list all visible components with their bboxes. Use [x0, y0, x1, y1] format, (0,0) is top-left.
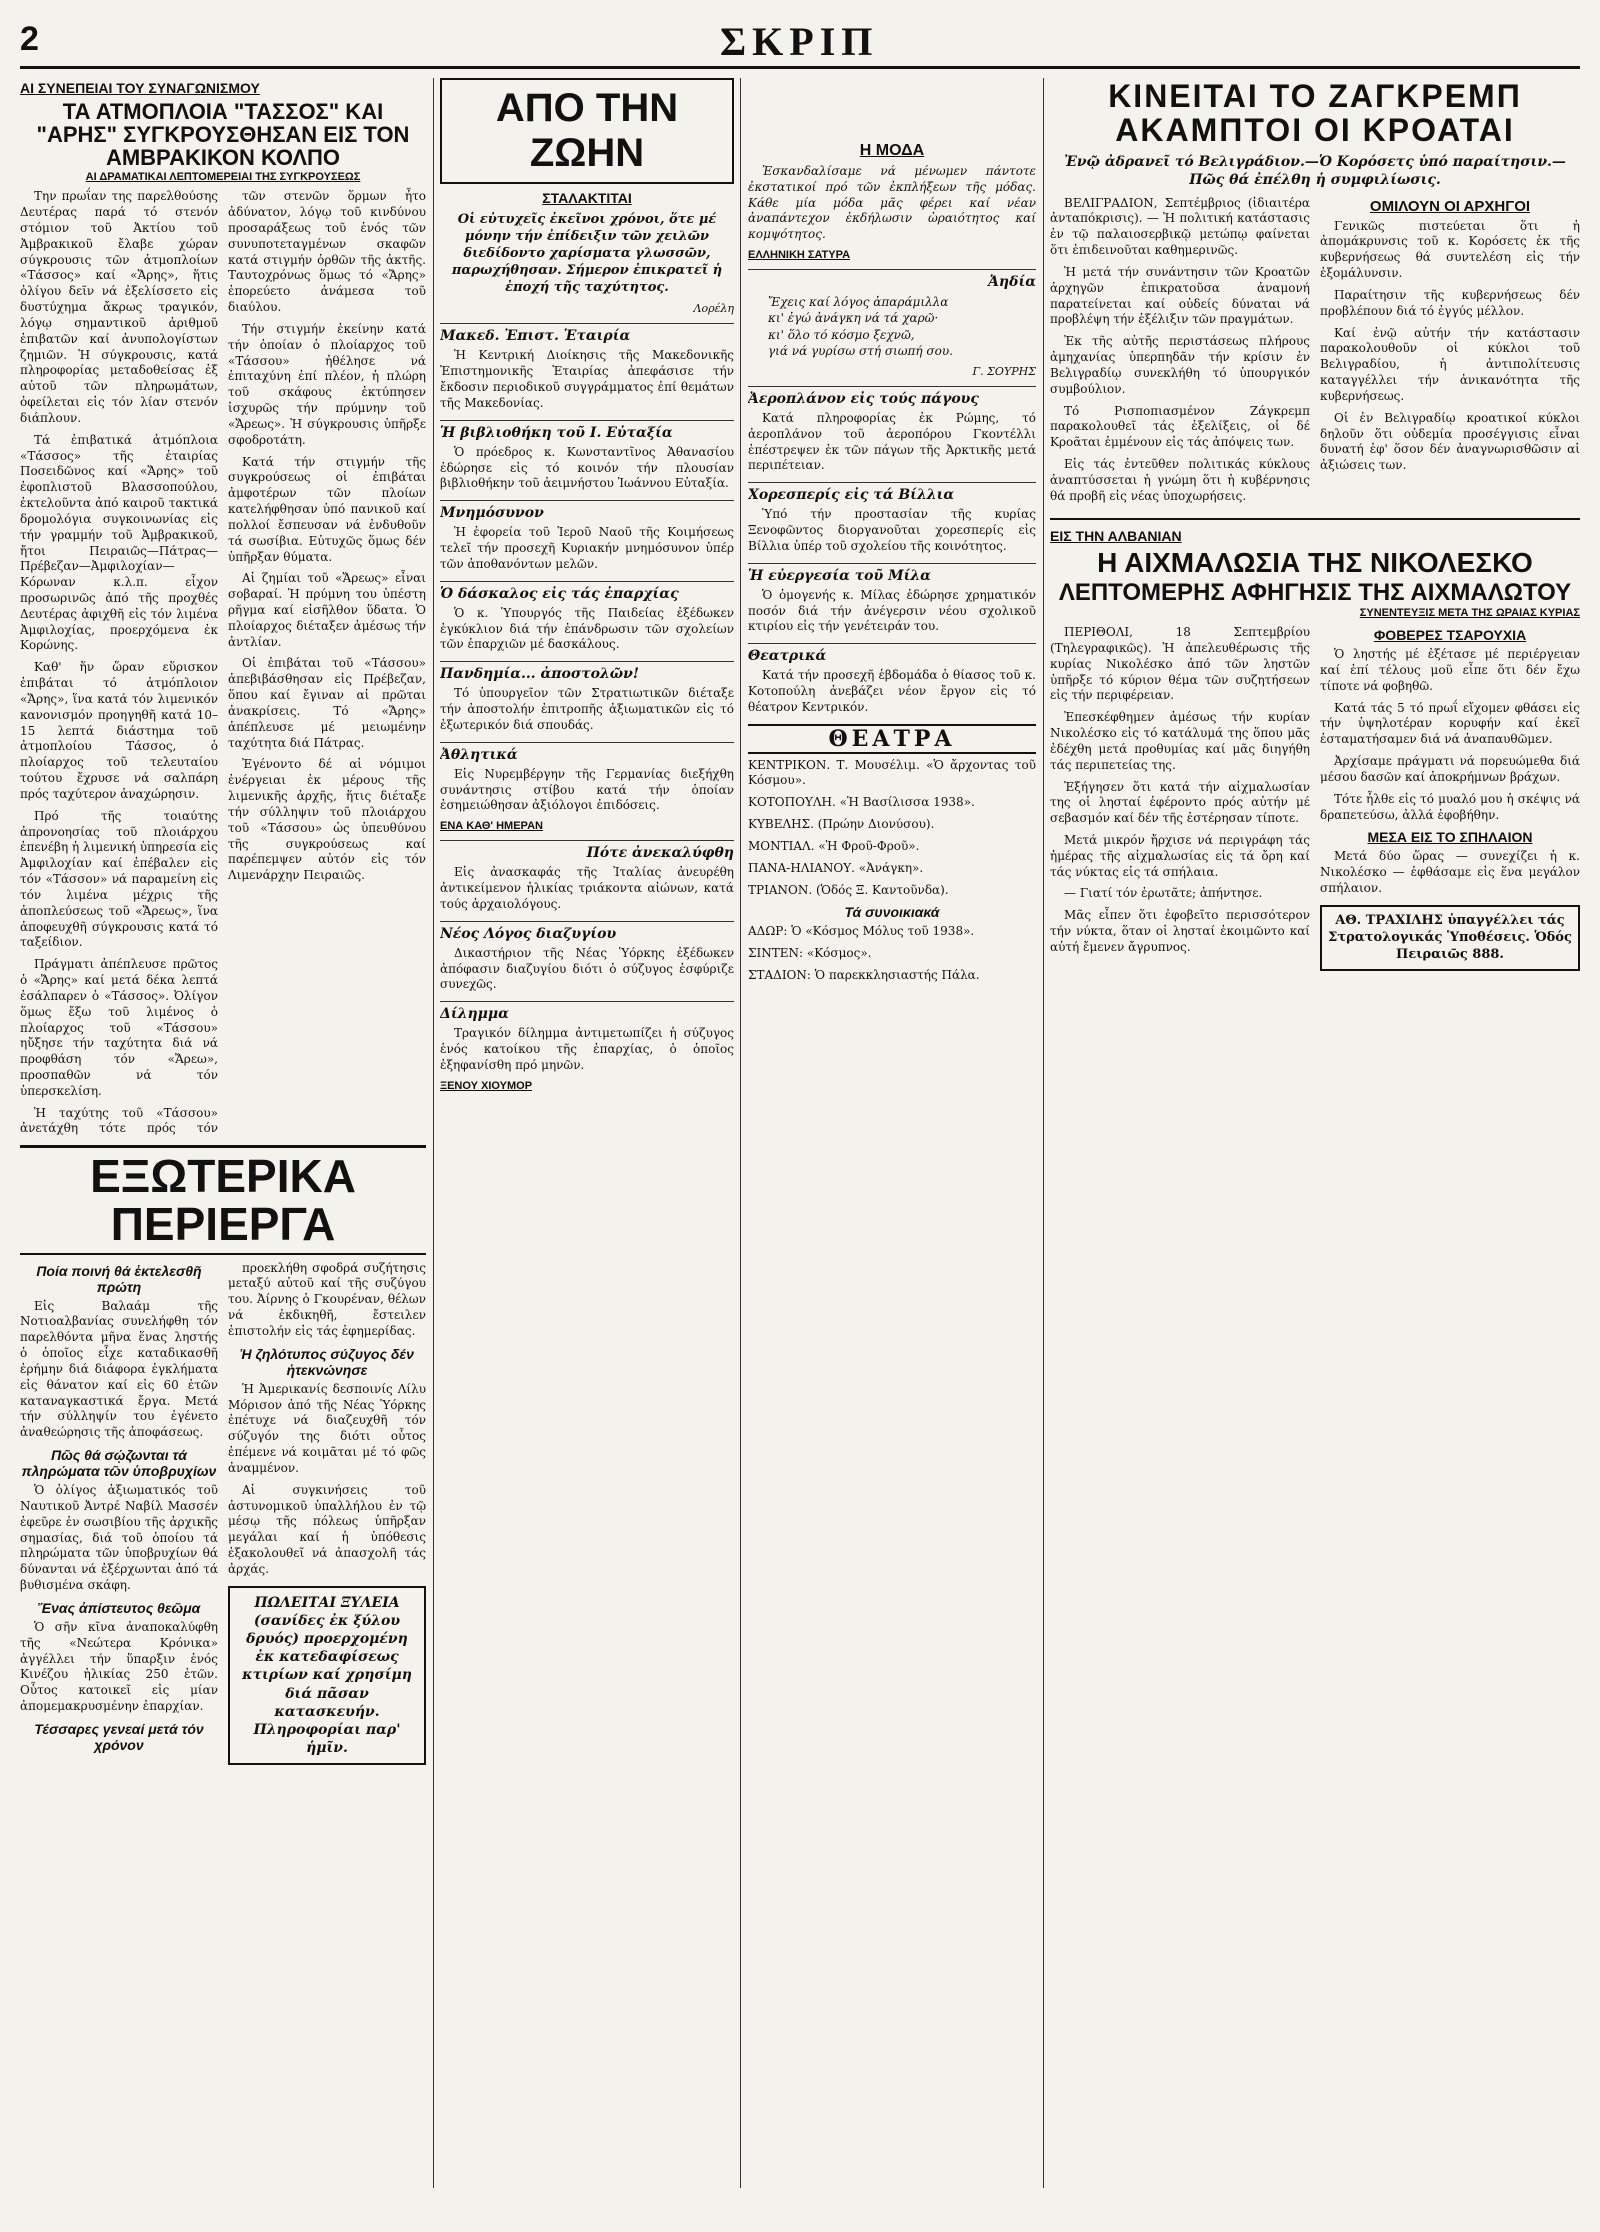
- nikolesko-paragraph: Μετά μικρόν ἤρχισε νά περιγράφη τάς ἡμέρας τῆς αἰχμαλωσίας εἰς τά ὄρη καί τάς νύκτας εἰς τά σπήλαια.: [1050, 832, 1310, 879]
- entry-title: Νέος Λόγος διαζυγίου: [440, 921, 734, 942]
- nikolesko-paragraph: — Γιατί τόν ἐρωτᾶτε; ἀπήντησε.: [1064, 886, 1263, 901]
- column-rule: [740, 78, 741, 2188]
- poem-line: Ἔχεις καί λόγος ἀπαράμιλλα: [768, 295, 949, 310]
- story-paragraph: τῶν στενῶν ὅρμων ἦτο ἀδύνατον, λόγῳ τοῦ κινδύνου προσαράξεως τοῦ ἑνός τῶν συνυποτεταγμένων σκαφῶν κατά στιγμήν ὀρθῶν τῆς ἀκτῆς. Ταυτοχρόνως ὅμως τό «Ἄρης» ἐπορεύετο ἀνάμεσα τοῦ διαύλου.: [228, 189, 426, 315]
- story-paragraph: Τά ἐπιβατικά ἀτμόπλοια «Τάσσος» τῆς ἑταιρίας Ποσειδῶνος καί «Ἄρης» τοῦ ἐφοπλιστοῦ Βλασσοπούλου, ἐκτελοῦντα ἀπό καιροῦ τακτικά δρομολόγια συγκοινωνίας εἰς τήν γραμμήν τοῦ Ἀμβρακικοῦ, ἤτοι Πειραιῶς—Πάτρας—Πρέβεζαν—Ἀμφιλοχίαν—Κόρωναν κ.λ.π. εἶχον προσωρινῶς ἀπό τῆς προχθές Δευτέρας ἀφιχθῆ εἰς τόν λιμένα Ἀμφιλοχίας, προερχόμενα ἐκ Κορώνης.: [20, 432, 218, 653]
- exoterika-body: [20, 1261, 426, 1774]
- nikolesko-paragraph: Κατά τάς 5 τό πρωΐ εἴχομεν φθάσει εἰς τήν ὑψηλοτέραν κορυφήν καί ἐκεῖ ἐσταματήσαμεν διά νά ἀναπαυθῶμεν.: [1320, 700, 1580, 747]
- spacer: [748, 78, 1036, 140]
- nikolesko-byline: ΣΥΝΕΝΤΕΥΞΙΣ ΜΕΤΑ ΤΗΣ ΩΡΑΙΑΣ ΚΥΡΙΑΣ: [1359, 607, 1580, 620]
- exoterika-section: [20, 1143, 426, 2188]
- story-paragraph: Κατά τήν στιγμήν τῆς συγκρούσεως οἱ ἐπιβάται ἀμφοτέρων τῶν πλοίων κατελήφθησαν ὑπό πανικοῦ καί πολλοί ἔσπευσαν νά ἐνδυθοῦν τά σωσίβια. Εὐτυχῶς ὅμως δέν ὑπῆρξαν θύματα.: [228, 454, 426, 564]
- story-subhead: ΑΙ ΔΡΑΜΑΤΙΚΑΙ ΛΕΠΤΟΜΕΡΕΙΑΙ ΤΗΣ ΣΥΓΚΡΟΥΣΕΩΣ: [85, 171, 361, 184]
- nikolesko-paragraph: Τότε ἦλθε εἰς τό μυαλό μου ἡ σκέψις νά δραπετεύσω, ἀλλά ἐφοβήθην.: [1320, 791, 1580, 822]
- moda-column: [748, 78, 1036, 2188]
- zagreb-column-b: [1320, 196, 1580, 511]
- masthead: [20, 18, 1580, 69]
- theatre-listing: ΜΟΝΤΙΑΛ. «Ἡ Φροῦ-Φροῦ».: [748, 838, 920, 853]
- story-paragraph: Αἱ ζημίαι τοῦ «Ἄρεως» εἶναι σοβαραί. Ἡ πρύμνη του ὑπέστη ρῆγμα καί εἰσῆλθον ὕδατα. Ὁ πλοίαρχος διέταξεν ἀμέσως τήν ἀντλίαν.: [228, 571, 426, 649]
- entry-title: Ἡ εὐεργεσία τοῦ Μίλα: [748, 563, 1036, 584]
- zagreb-paragraph: Τό Ρισποπιασμένον Ζάγκρεμπ παρακολουθεῖ τάς ἐξελίξεις, οἱ δέ Κροᾶται ἐμμένουν εἰς τάς ἀπόψεις των.: [1050, 403, 1310, 450]
- zagreb-column: [1050, 78, 1580, 2188]
- exoterika-subhead: Τέσσαρες γενεαί μετά τόν χρόνον: [34, 1720, 204, 1753]
- zagreb-paragraph: Εἰς τάς ἐντεῦθεν πολιτικάς κύκλους ἀναπτύσσεται ἡ γνώμη ὅτι ἡ κυβέρνησις θά προβῆ εἰς νέας ὑποχωρήσεις.: [1050, 456, 1310, 503]
- entry-text: Δικαστήριον τῆς Νέας Ὑόρκης ἐξέδωκεν ἀπόφασιν διαζυγίου διότι ὁ σύζυγος ἐσφύριζε συνεχῶς.: [440, 945, 734, 992]
- story-paragraph: Οἱ ἐπιβάται τοῦ «Τάσσου» ἀπεβιβάσθησαν εἰς Πρέβεζαν, ὅπου καί ἔγιναν αἱ πρῶται ἀνακρίσεις. Τό «Ἄρης» ἀπέπλευσε μέ μειωμένην ταχύτητα διά Πάτρας.: [228, 656, 426, 750]
- entry-title: Πότε ἀνεκαλύφθη: [440, 840, 734, 861]
- entry-text: Ὁ ὁμογενής κ. Μίλας ἐδώρησε χρηματικόν ποσόν διά τήν ἀνέγερσιν νέου σχολικοῦ κτιρίου εἰς τήν γενέτειράν του.: [748, 587, 1036, 634]
- story-paragraph: Ἐγένοντο δέ αἱ νόμιμοι ἐνέργειαι ἐκ μέρους τῆς λιμενικῆς ἀρχῆς, ἥτις διέταξε τήν σύλληψιν τοῦ πλοιάρχου τοῦ «Τάσσου» ὡς ὑπευθύνου τῆς συγκρούσεως καί παρέπεμψεν αὐτόν εἰς τόν Λιμενάρχην Πειραιῶς.: [228, 757, 426, 883]
- entry-text: Κατά πληροφορίας ἐκ Ρώμης, τό ἀεροπλάνον τοῦ ἀεροπόρου Γκοντέλλι ἐπέστρεψεν ἐκ τῶν πάγων τῆς Ἀρκτικῆς μετά περιπέτειαν.: [748, 410, 1036, 473]
- zagreb-paragraph: Ἡ μετά τήν συνάντησιν τῶν Κροατῶν ἀρχηγῶν ἐπικρατοῦσα ἀναμονή παρατείνεται καί οὐδείς δύναται νά προβλέψη τήν ἐξέλιξιν τῶν πραγμάτων.: [1050, 264, 1310, 327]
- nikolesko-paragraph: Μετά δύο ὥρας — συνεχίζει ἡ κ. Νικολέσκο — ἐφθάσαμε εἰς ἕνα μεγάλον σπήλαιον.: [1320, 849, 1580, 895]
- apo-tin-zoin-headline: ΑΠΟ ΤΗΝ ΖΩΗΝ: [440, 78, 734, 184]
- entry-text: Ὁ κ. Ὑπουργός τῆς Παιδείας ἐξέδωκεν ἐγκύκλιον διά τήν ἐπάνδρωσιν τῶν σχολείων τῶν ἐπαρχιῶν μέ δασκάλους.: [440, 605, 734, 652]
- nikolesko-paragraph: Μᾶς εἶπεν ὅτι ἐφοβεῖτο περισσότερον τήν νύκτα, ὅταν οἱ λησταί ἐκοιμῶντο καί αὐτή ἔμενεν ἄγρυπνος.: [1050, 908, 1310, 954]
- entry-text: Εἰς Νυρεμβέργην τῆς Γερμανίας διεξήχθη συνάντησις στίβου κατά τήν ὁποίαν ἐσημειώθησαν ἀξιόλογοι ἐπιδόσεις.: [440, 766, 734, 813]
- story-headline: ΤΑ ΑΤΜΟΠΛΟΙΑ "ΤΑΣΣΟΣ" ΚΑΙ "ΑΡΗΣ" ΣΥΓΚΡΟΥΣΘΗΣΑΝ ΕΙΣ ΤΟΝ ΑΜΒΡΑΚΙΚΟΝ ΚΟΛΠΟ: [36, 99, 410, 171]
- exoterika-paragraph: προεκλήθη σφοδρά συζήτησις μεταξύ αὐτοῦ καί τῆς συζύγου του. Ἀίρνης ὁ Γκουρέναν, θέλων νά ἐκδικηθῆ, ἔστειλεν ἐπιστολήν εἰς τάς ἐφημερίδας.: [228, 1260, 426, 1338]
- zagreb-paragraph: ΒΕΛΙΓΡΑΔΙΟΝ, Σεπτέμβριος (ἰδιαιτέρα ἀνταπόκρισις). — Ἡ πολιτική κατάστασις ἐν τῷ παλαιοσερβικῷ μετώπῳ φαίνεται ὅτι ἐπιδεινοῦται καθημερινῶς.: [1050, 195, 1310, 258]
- story-body: [20, 189, 426, 1138]
- trachilis-advertisement: ΑΘ. ΤΡΑΧΙΛΗΣ ὑπαγγέλλει τάς Στρατολογικάς Ὑποθέσεις. Ὁδός Πειραιῶς 888.: [1320, 905, 1580, 972]
- entry-text: Ὁ πρόεδρος κ. Κωνσταντῖνος Ἀθανασίου ἐδώρησε εἰς τό κοινόν τήν πλουσίαν βιβλιοθήκην τοῦ ἀειμνήστου Ἰωάννου Εὐταξία.: [440, 444, 734, 491]
- story-paragraph: Πράγματι ἀπέπλευσε πρῶτος ὁ «Ἄρης» καί μετά δέκα λεπτά ἐσάλπαρεν ὁ «Τάσσος». Ὀλίγον ὅμως ἔξω τοῦ λιμένος ὁ πλοίαρχος τοῦ «Τάσσου» ηὔξησε τήν ταχύτητα διά νά προφθάση τόν «Ἄρεω», προσπαθῶν νά τόν ὑπερσκελίση.: [20, 957, 218, 1098]
- zagreb-paragraph: Ἐκ τῆς αὐτῆς περιστάσεως πλήρους ἀμηχανίας ὑπερπηδᾶν τήν κρίσιν ἐν Βελιγραδίῳ συνεκλήθη τό ὑπουργικόν συμβούλιον.: [1050, 334, 1310, 396]
- entry-text: Κατά τήν προσεχῆ ἑβδομάδα ὁ θίασος τοῦ κ. Κοτοπούλη ἀνεβάζει νέον ἔργον εἰς τό θέατρον Κεντρικόν.: [748, 668, 1036, 714]
- story-paragraph: Καθ' ἥν ὥραν εὕρισκον ἐπιβάται τό ἀτμόπλοιον «Ἄρης», ἵνα κατά τόν λιμενικόν κανονισμόν προηγηθῆ κατά 10–15 λεπτά διάστημα τοῦ ἀτμοπλοίου Τάσσος, ὁ πλοίαρχος τοῦ τελευταίου τούτου ἔχρυσε νά σαλπάρη πρός ταχύτερον ἀναχώρησιν.: [20, 660, 218, 801]
- zagreb-headline: ΚΙΝΕΙΤΑΙ ΤΟ ΖΑΓΚΡΕΜΠ ΑΚΑΜΠΤΟΙ ΟΙ ΚΡΟΑΤΑΙ: [1108, 78, 1522, 148]
- story-kicker: ΑΙ ΣΥΝΕΠΕΙΑΙ ΤΟΥ ΣΥΝΑΓΩΝΙΣΜΟΥ: [20, 80, 260, 96]
- entry-title: Ὁ δάσκαλος εἰς τάς ἐπαρχίας: [440, 581, 734, 602]
- exoterika-paragraph: Ὁ σῆν κῖνα ἀναποκαλύφθη τῆς «Νεώτερα Κρόνικα» ἀγγέλλει τήν ὕπαρξιν ἑνός Κινέζου ἡλικίας 250 ἐτῶν. Οὗτος κατοικεῖ εἰς μίαν ἀπομεμακρυσμένην ἐπαρχίαν.: [20, 1619, 218, 1713]
- exoterika-paragraph: Ἡ Ἀμερικανίς δεσποινίς Λίλυ Μόρισον ἀπό τῆς Νέας Ὑόρκης ἐπέτυχε νά διαζευχθῆ τόν σύζυγόν της διότι οὗτος ἐπέμενε νά κοιμᾶται μέ τό φῶς ἀναμμένον.: [228, 1381, 426, 1475]
- nikolesko-paragraph: ΠΕΡΙΘΟΛΙ, 18 Σεπτεμβρίου (Τηλεγραφικῶς). Ἡ ἀπελευθέρωσις τῆς κυρίας Νικολέσκο ἀπό τῶν ληστῶν ὑπῆρξε τό κύριον θέμα τῶν συζητήσεων εἰς τήν περιφέρειαν.: [1050, 625, 1310, 703]
- cinema-listing: ΣΙΝΤΕΝ: «Κόσμος».: [748, 946, 872, 961]
- theatre-listing: ΚΕΝΤΡΙΚΟΝ. Τ. Μουσέλιμ. «Ὁ ἄρχοντας τοῦ Κόσμου».: [748, 757, 1036, 788]
- theatre-listing: ΚΟΤΟΠΟΥΛΗ. «Ἡ Βασίλισσα 1938».: [748, 795, 975, 810]
- zagreb-subtitle: ΟΜΙΛΟΥΝ ΟΙ ΑΡΧΗΓΟΙ: [1369, 197, 1531, 215]
- zagreb-paragraph: Γενικῶς πιστεύεται ὅτι ἡ ἀπομάκρυνσις τοῦ κ. Κορόσετς ἐκ τῆς κυβερνήσεως θά συντελέση εἰς τήν ἐξομάλυνσιν.: [1320, 218, 1580, 281]
- nikolesko-paragraph: Ἐπεσκέφθημεν ἀμέσως τήν κυρίαν Νικολέσκο εἰς τό κατάλυμά της ὅπου μᾶς ἐδέχθη μετά προθυμίας καί μᾶς διηγήθη τάς περιπετείας της.: [1050, 710, 1310, 772]
- nikolesko-headline: Η ΑΙΧΜΑΛΩΣΙΑ ΤΗΣ ΝΙΚΟΛΕΣΚΟ: [1097, 547, 1533, 579]
- exoterika-column-a: [20, 1261, 218, 1774]
- timber-advertisement: ΠΩΛΕΙΤΑΙ ΞΥΛΕΙΑ (σανίδες ἐκ ξύλου δρυός) προερχομένη ἐκ κατεδαφίσεως κτιρίων καί χρησίμη διά πᾶσαν κατασκευήν. Πληροφορίαι παρ' ἡμῖν.: [228, 1586, 426, 1766]
- entry-title: Χορεσπερίς εἰς τά Βίλλια: [748, 482, 1036, 503]
- page-number: 2: [20, 20, 39, 58]
- section-lead: Οἱ εὐτυχεῖς ἐκεῖνοι χρόνοι, ὅτε μέ μόνην τήν ἐπίδειξιν τῶν χειλῶν διεδίδοντο χαρίσματα γλωσσῶν, παρωχήθησαν. Σήμερον ἐπικρατεῖ ἡ ἐποχή τῆς ταχύτητος.: [451, 212, 723, 295]
- zagreb-paragraph: Οἱ ἐν Βελιγραδίῳ κροατικοί κύκλοι δηλοῦν ὅτι οὐδεμία προσέγγισις εἶναι δυνατή ἐφ' ὅσον δέν ἀναγνωρισθῶσιν αἱ ἀξιώσεις των.: [1320, 410, 1580, 473]
- entry-title: Πανδημία... ἀποστολῶν!: [440, 661, 734, 682]
- section-signature: Λορέλη: [693, 302, 734, 316]
- paper-title: ΣΚΡΙΠ: [720, 19, 879, 64]
- entry-text: Ὑπό τήν προστασίαν τῆς κυρίας Ξενοφῶντος διοργανοῦται χορεσπερίς εἰς Βίλλια ὑπέρ τοῦ σχολείου τῆς κοινότητος.: [748, 507, 1036, 553]
- theatre-listing: ΠΑΝΑ-ΗΛΙΑΝΟΥ. «Ἀνάγκη».: [748, 860, 924, 875]
- satire-poem: [768, 294, 1036, 359]
- story-paragraph: Πρό τῆς τοιαύτης ἀπρονοησίας τοῦ πλοιάρχου ἐπενέβη ἡ λιμενική ὑπηρεσία εἰς Ἀμφιλοχίαν καί ἐπέβαλεν εἰς τόν «Τάσσον» νά παραμείνη εἰς τόν λιμένα μέχρις τῆς ἀποπλεύσεως τοῦ «Ἄρεως», ἵνα ἀποφευχθῆ σύγκρουσις κατά τό ταξείδιον.: [20, 808, 218, 950]
- entry-title: Μακεδ. Ἐπιστ. Ἑταιρία: [440, 323, 734, 344]
- exoterika-paragraph: Εἰς Βαλαάμ τῆς Νοτιοαλβανίας συνελήφθη τόν παρελθόντα μῆνα ἕνας ληστής ὁ ὁποῖος εἶχε καταδικασθῆ ἐρήμην διά διάφορα ἐγκλήματα εἰς θάνατον καί εἰς 60 ἐτῶν καταναγκαστικά ἔργα. Μετά τήν σύλληψίν του ἐγένετο ἀναθεώρησις τῆς ἀποφάσεως.: [20, 1298, 218, 1440]
- cinema-listing: ΣΤΑΔΙΟΝ: Ὁ παρεκκλησιαστής Πάλα.: [748, 968, 980, 983]
- section-title: ΣΤΑΛΑΚΤΙΤΑΙ: [542, 190, 632, 206]
- nikolesko-inner-title: ΜΕΣΑ ΕΙΣ ΤΟ ΣΠΗΛΑΙΟΝ: [1367, 829, 1533, 846]
- nikolesko-paragraph: Ὁ ληστής μέ ἐξέτασε μέ περιέργειαν καί ἐπί τέλους μοῦ εἶπε ὅτι δέν ἔχω τίποτε νά φοβηθῶ.: [1320, 647, 1580, 693]
- story-column-b: [228, 189, 426, 1138]
- cinema-listing: ΑΔΩΡ: Ὁ «Κόσμος Μόλυς τοῦ 1938».: [748, 924, 975, 939]
- newspaper-page: [20, 18, 1580, 2198]
- satire-title: Ἀηδία: [748, 269, 1036, 290]
- exoterika-paragraph: Αἱ συγκινήσεις τοῦ ἀστυνομικοῦ ὑπαλλήλου ἐν τῷ μέσῳ τῆς πόλεως ὑπῆρξαν μεγάλαι καί ἡ ὑπόθεσις ἐξακολουθεῖ νά ἀπασχολῆ τάς ἀρχάς.: [228, 1482, 426, 1576]
- zagreb-column-a: [1050, 196, 1310, 511]
- nikolesko-column-a: [1050, 625, 1310, 979]
- nikolesko-kicker: ΕΙΣ ΤΗΝ ΑΛΒΑΝΙΑΝ: [1050, 528, 1182, 545]
- exoterika-subhead: Ἡ ζηλότυπος σύζυγος δέν ἠτεκνώνησε: [240, 1345, 414, 1378]
- entry-text: Τραγικόν δίλημμα ἀντιμετωπίζει ἡ σύζυγος ἑνός κατοίκου τῆς ἐπαρχίας, ὁ ὁποῖος ἐξηφανίσθη πρό μηνῶν.: [440, 1026, 734, 1072]
- exoterika-column-b: [228, 1261, 426, 1774]
- column-rule: [1043, 78, 1044, 2188]
- nikolesko-subheadline: ΛΕΠΤΟΜΕΡΗΣ ΑΦΗΓΗΣΙΣ ΤΗΣ ΑΙΧΜΑΛΩΤΟΥ: [1058, 578, 1572, 606]
- section-label: ΕΝΑ ΚΑΘ' ΗΜΕΡΑΝ: [440, 820, 543, 833]
- story-paragraph: Ἡ ταχύτης τοῦ «Τάσσου» ἀνετάχθη τότε πρός τόν: [20, 1105, 218, 1136]
- nikolesko-body: [1050, 625, 1580, 979]
- entry-title: Ἀεροπλάνον εἰς τούς πάγους: [748, 386, 1036, 407]
- entry-text: Ἡ ἐφορεία τοῦ Ἱεροῦ Ναοῦ τῆς Κοιμήσεως τελεῖ τήν προσεχῆ Κυριακήν μνημόσυνον ὑπέρ τῶν ἀποθανόντων μελῶν.: [440, 525, 734, 571]
- nikolesko-inner-title: ΦΟΒΕΡΕΣ ΤΣΑΡΟΥΧΙΑ: [1373, 627, 1527, 644]
- satire-label: ΕΛΛΗΝΙΚΗ ΣΑΤΥΡΑ: [748, 249, 851, 262]
- story-column-a: [20, 189, 218, 1138]
- zagreb-body: [1050, 196, 1580, 511]
- moda-title: Η ΜΟΔΑ: [859, 142, 925, 159]
- tassos-story: [20, 78, 426, 1138]
- moda-text: Ἐσκανδαλίσαμε νά μένωμεν πάντοτε ἐκστατικοί πρό τῶν ἐκπλήξεων τῆς μόδας. Κάθε μία μόδα μᾶς φέρει καί νέαν ἀναπάντεχον ἐκδήλωσιν ὡραιότητος καί κομψότητος.: [748, 164, 1036, 242]
- entry-text: Ἡ Κεντρική Διοίκησις τῆς Μακεδονικῆς Ἐπιστημονικῆς Ἑταιρίας ἀπεφάσισε τήν ἔκδοσιν περιοδικοῦ συγγράμματος ἐπί θεμάτων τῆς Μακεδονίας.: [440, 348, 734, 410]
- exoterika-subhead: Ἕνας ἀπίστευτος θεῶμα: [37, 1599, 201, 1616]
- entry-title: Δίλημμα: [440, 1001, 734, 1022]
- poem-line: κι' ἐγώ ἀνάγκη νά τά χαρῶ·: [768, 311, 939, 326]
- zagreb-lead: Ἐνῷ ἀδρανεῖ τό Βελιγράδιον.—Ὁ Κορόσετς ὑπό παραίτησιν.—Πῶς θά ἐπέλθη ἡ συμφιλίωσις.: [1064, 154, 1566, 189]
- column-rule: [433, 78, 434, 2188]
- theatre-listing: ΤΡΙΑΝΟΝ. (Ὁδός Ξ. Καντοῦνδα).: [748, 882, 949, 897]
- nikolesko-paragraph: Ἐξήγησεν ὅτι κατά τήν αἰχμαλωσίαν της οἱ λησταί ἐφέροντο πρός αὐτήν μέ σεβασμόν καί δέν τῆς ἐστέρησαν τίποτε.: [1050, 779, 1310, 826]
- story-paragraph: Την πρωΐαν της παρελθούσης Δευτέρας παρά τό στενόν στόμιον τοῦ Ἀκτίου τοῦ Ἀμβρακικοῦ ἔλαβε χώραν σύγκρουσις τῶν ἀτμοπλοίων «Τάσσος» καί «Ἄρης», ἥτις ὀλίγου δεῖν νά ἐξελίσσετο εἰς δυστύχημα ἄκρως τραγικόν, λόγῳ σημαντικοῦ ἀριθμοῦ ἐπιβατῶν καί ἀνυπολογίστων ζημιῶν. Ἡ σύγκρουσις, κατά πληροφορίας μεταδοθείσας ἐξ αὐτοῦ τῶν πληρωμάτων, ὀφείλεται εἰς τόν λίαν στενόν διάπλουν.: [20, 189, 218, 425]
- entry-title: Ἀθλητικά: [440, 742, 734, 763]
- entry-title: Μνημόσυνον: [440, 500, 734, 521]
- cinema-title: Τά συνοικιακά: [844, 904, 940, 921]
- nikolesko-column-b: [1320, 625, 1580, 979]
- theatre-listing: ΚΥΒΕΛΗΣ. (Πρώην Διονύσου).: [748, 817, 935, 832]
- section-divider: [1050, 518, 1580, 520]
- poem-signature: ΞΕΝΟΥ ΧΙΟΥΜΟΡ: [440, 1079, 533, 1092]
- satire-signature: Γ. ΣΟΥΡΗΣ: [972, 364, 1036, 378]
- zagreb-paragraph: Παραίτησιν τῆς κυβερνήσεως δέν προβλέπουν διά τό ἐγγύς μέλλον.: [1320, 287, 1580, 318]
- entry-text: Τό ὑπουργεῖον τῶν Στρατιωτικῶν διέταξε τήν ἀποστολήν ἐπιτροπῆς ἀξιωματικῶν εἰς τό ἐξωτερικόν διά σπουδάς.: [440, 686, 734, 732]
- entry-text: Εἰς ἀνασκαφάς τῆς Ἰταλίας ἀνευρέθη ἀντικείμενον ἡλικίας τριάκοντα αἰώνων, κατά τούς ἀρχαιολόγους.: [440, 865, 734, 911]
- entry-title: Ἡ βιβλιοθήκη τοῦ Ι. Εὐταξία: [440, 420, 734, 441]
- story-paragraph: Τήν στιγμήν ἐκείνην κατά τήν ὁποίαν ὁ πλοίαρχος τοῦ «Τάσσου» ἠθέλησε νά ἐπιταχύνη ἐπί πλέον, ἡ πλώρη τοῦ σκάφους ἐκτύπησεν ἰσχυρῶς τήν πρύμνην τοῦ «Ἄρεως». Ἡ σύγκρουσις ὑπῆρξε σφοδροτάτη.: [228, 321, 426, 447]
- apo-tin-zoin-column: [440, 78, 734, 2188]
- zagreb-paragraph: Καί ἐνῷ αὐτήν τήν κατάστασιν παρακολουθοῦν οἱ κύκλοι τοῦ Βελιγραδίου, ἡ ἀντιπολίτευσις καταγγέλλει τήν ἀνικανότητα τῆς κυβερνήσεως.: [1320, 325, 1580, 403]
- nikolesko-paragraph: Ἀρχίσαμε πράγματι νά πορευώμεθα διά μέσου δασῶν καί ἀποκρήμνων βράχων.: [1320, 754, 1580, 784]
- exoterika-subhead: Πῶς θά σῴζωνται τά πληρώματα τῶν ὑποβρυχίων: [21, 1447, 217, 1480]
- poem-line: κι' ὅλο τό κόσμο ξεχνῶ,: [768, 327, 915, 342]
- poem-line: γιά νά γυρίσω στή σιωπή σου.: [768, 343, 953, 358]
- exoterika-paragraph: Ὁ ὀλίγος ἀξιωματικός τοῦ Ναυτικοῦ Ἀντρέ Ναβίλ Μασσέν ἐφεῦρε ἐν σωσιβίου τῆς ἀρχικῆς σημασίας, διά τοῦ ὁποίου τά πληρώματα τῶν ὑποβρυχίων θά δύνανται νά ἐξέρχωνται ἀπό τά βυθισμένα σκάφη.: [20, 1483, 218, 1593]
- entry-title: Θεατρικά: [748, 643, 1036, 664]
- exoterika-lead: Ποία ποινή θά ἐκτελεσθῆ πρώτη: [36, 1262, 202, 1295]
- theatre-title: ΘΕΑΤΡΑ: [748, 724, 1036, 754]
- exoterika-headline: ΕΞΩΤΕΡΙΚΑ ΠΕΡΙΕΡΓΑ: [20, 1145, 426, 1255]
